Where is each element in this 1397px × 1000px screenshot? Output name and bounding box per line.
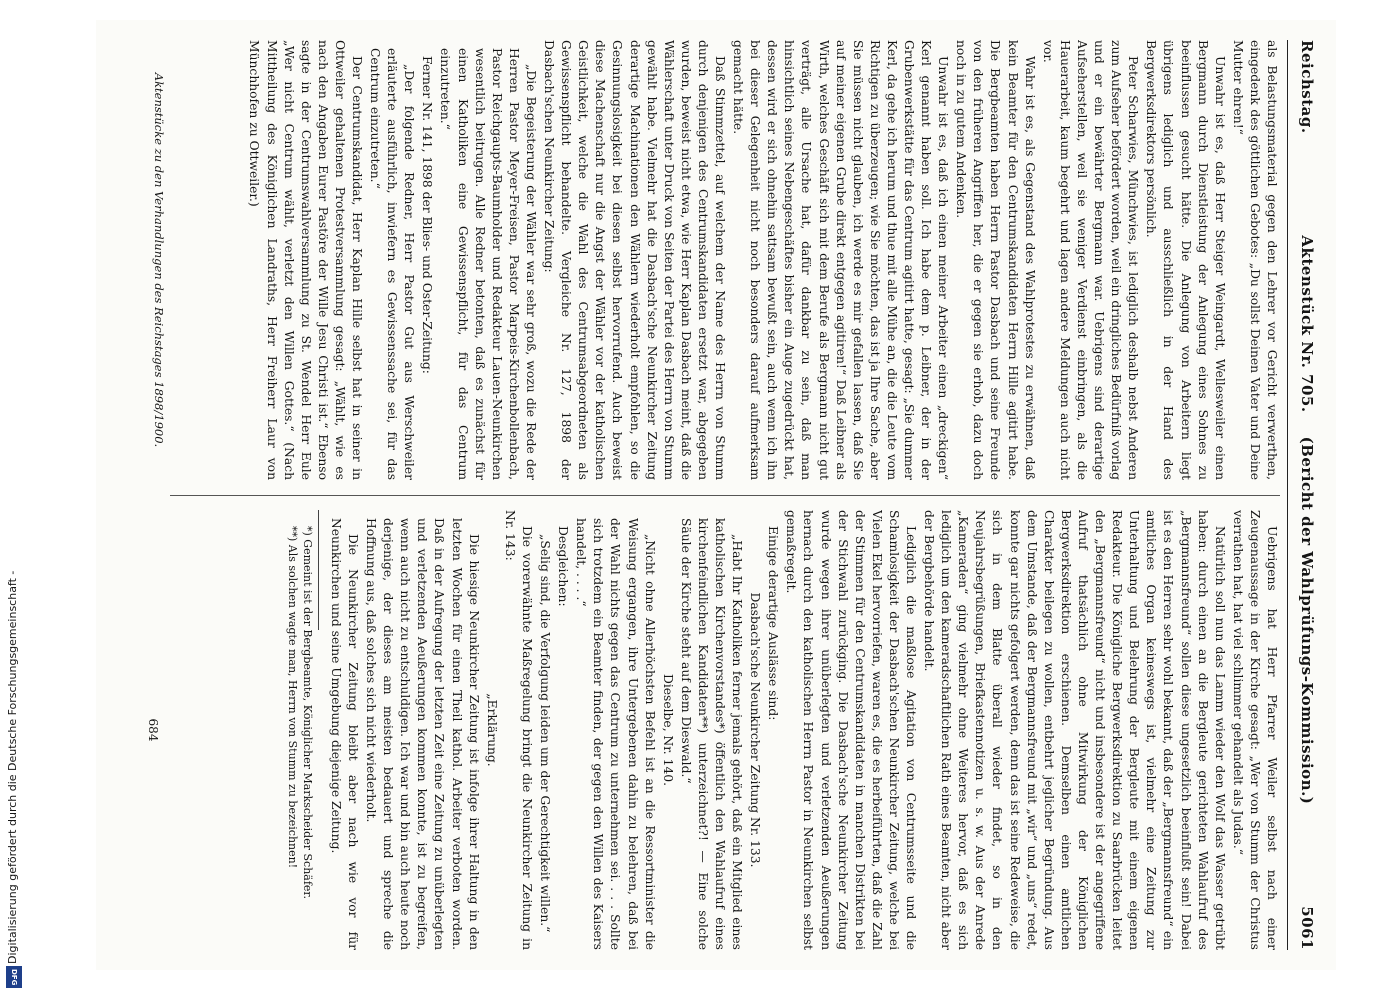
paragraph: Einige derartige Auslässe sind: (766, 526, 781, 721)
quote: „Die Begeisterung der Wähler war sehr groß, wozu die Rede der Herren Pastor Meyer-Freisen, Pastor Marpeis-Kirchenbollenbach, Pastor Reichgaupts-Baumholder und Redakteur Lauen-Neunkirchen wesentlich beitrugen. Alle Redner betonten, daß es zunächst für einen Katholiken eine Gewissenspflicht, für das Centrum einzutreten.“ (438, 48, 538, 480)
subheading: Dasbach'sche Neunkircher Zeitung Nr. 133. (748, 592, 763, 868)
declaration-heading: „Erklärung. (484, 693, 499, 767)
quote: „Der folgende Redner, Herr Pastor Gut aus Werschweiler erläuterte ausführlich, inwiefern es Gewissenssache sei, für das Centrum einzutreten.“ (368, 48, 417, 480)
paragraph: Der Centrumskandidat, Herr Kaplan Hille selbst hat in seiner in Ottweiler gehaltenen Protestversammlung gesagt: „Wählt, wie es nach den Angaben Eurer Pastöre der Wille Jesu Christi ist.“ Ebenso sagte in der Centrumswahlversammlung zu St. Wendel Herr Eule „Wer nicht Centrum wählt, verletzt den Willen Gottes.“ (Nach Mittheilung des Königlichen Landraths, Herr Freiherr Laur von Münchhofen zu Ottweiler.) (247, 40, 365, 480)
paragraph: Unwahr ist es, daß ich einen meiner Arbeiter einen „dreckigen“ Kerl genannt haben soll. Ich habe dem p. Leibner, der in der Grubenwerkstätte für das Centrum agitirt hatte, gesagt: „Sie dummer Kerl, da gehe ich herum und thue mit alle Mühe an, die die Leute vom Richtigen zu überzeugen; wie Sie möchten, das ist ja Ihre Sache, aber Sie müssen nicht glauben, ich werde es mir gefallen lassen, daß Sie auf meiner eigenen Grube direkt entgegen agitiren!“ Daß Leibner als Wirth, welches Geschäft sich mit dem Berufe als Bergmann nicht gut verträgt, alle Ursache hat, dafür dankbar zu sein, daß man hinsichtlich seines Nebengeschäftes bisher ein Auge zugedrückt hat, dessen wird er sich ohnehin sattsam bewußt sein, auch wenn ich ihn bei dieser Gelegenheit nicht noch besonders darauf aufmerksam gemacht hätte. (731, 40, 951, 480)
header-rule (1287, 40, 1288, 950)
paragraph: als Belastungsmaterial gegen den Lehrer vor Gericht verwerthen, eingedenk des göttlichen Gebotes: „Du sollst Deinen Vater und Deine Mutter ehren!“ (1230, 40, 1279, 480)
paragraph: Wahr ist es, als Gegenstand des Wahlprotestes zu erwähnen, daß kein Beamter für den Centrumskandidaten Herrn Hille agitirt habe. Die Bergbeamten haben Herrn Pastor Dasbach und seine Freunde von den früheren Angriffen her, die er gegen sie erhob, dazu doch noch in zu gutem Andenken. (954, 40, 1037, 480)
document-title: Aktenstück Nr. 705. (1298, 235, 1316, 413)
quote: „Selig sind, die Verfolgung leiden um der Gerechtigkeit willen.“ (538, 534, 553, 933)
quote: „Habt Ihr Katholiken ferner jemals gehört, daß ein Mitglied eines katholischen Kirchenvorstandes*) öffentlich den Wahlaufruf eines kirchenfeindlichen Kandidaten**) unterzeichnet?! — Eine solche Säule der Kirche steht auf dem Dieswald.“ (678, 518, 745, 950)
rotated-page-content (96, 20, 1336, 970)
paragraph: Ferner Nr. 141, 1898 der Blies- und Oster-Zeitung: (420, 56, 435, 374)
paragraph: Unwahr ist es, daß Herr Steiger Weingardt, Wellesweiler einen Bergmann durch Dienstleistung der Anlegung eines Sohnes zu beeinflussen gesucht hätte. Die Anlegung von Arbeitern liegt übrigens lediglich und ausschließlich in der Hand des Bergwerksdirektors persönlich. (1144, 40, 1227, 480)
right-column (170, 510, 1280, 950)
paragraph: Lediglich die maßlose Agitation von Centrumsseite und die Schamlosigkeit der Dasbach'schen Neunkircher Zeitung, welche bei Vielen Ekel hervorriefen, waren es, die es herbeiführten, daß die Zahl der Stimmen für den Centrumskandidaten in manchen Distrikten bei der Stichwahl zurückging. Die Dasbach'sche Neunkircher Zeitung wurde wegen ihrer unüberlegten und verletzenden Aeußerungen hernach durch den katholischen Herrn Pastor in Neunkirchen selbst gemaßregelt. (784, 510, 919, 950)
document-subtitle: (Bericht der Wahlprüfungs-Kommission.) (1298, 436, 1316, 805)
paragraph: Daß Stimmzettel, auf welchem der Name des Herrn von Stumm durch denjenigen des Centrumskandidaten ersetzt war, abgegeben wurden, beweist nicht etwa, wie Herr Kaplan Dasbach meint, daß die Wählerschaft unter Druck von Seiten der Partei des Herrn von Stumm gewählt habe. Vielmehr hat die Dasbach'sche Neunkircher Zeitung derartige Machinationen den Wählern wiederholt empfohlen, so die Gesinnungslosigkeit bei diesen selbst hervorrufend. Auch beweist diese Machenschaft nur die Angst der Wähler vor der katholischen Geistlichkeit, welche die Wahl des Centrumsabgeordneten als Gewissenspflicht behandelte. Vergleiche Nr. 127, 1898 der Dasbach'schen Neunkircher Zeitung: (542, 40, 727, 480)
header-left: Reichstag. (1298, 40, 1316, 134)
paragraph: Natürlich soll nun das Lamm wieder den Wolf das Wasser getrübt haben: durch einen an die Bergleute gerichteten Wahlaufruf des „Bergmannsfreund“ sollen diese ungesetzlich beeinflußt sein! Dabei ist es den Herren sehr wohl bekannt, daß der „Bergmannsfreund“ ein amtliches Organ keineswegs ist, vielmehr eine Zeitung zur Unterhaltung und Belehrung der Bergleute mit einem eigenen Redakteur. Die Königliche Bergwerksdirektion zu Saarbrücken leitet den „Bergmannsfreund“ nicht und insbesondere ist der angegriffene Aufruf thatsächlich ohne Mitwirkung der Königlichen Bergwerksdirektion erschienen. Demselben einen amtlichen Charakter beilegen zu wollen, entbehrt jeglicher Begründung. Aus dem Umstande, daß der Bergmannsfreund mit „wir“ und „uns“ redet, konnte gar nichts gefolgert werden, denn das ist seine Redeweise, die sich in dem Blatte überall wieder findet, so in den Neujahrsbegrüßungen, Briefkastennotizen u. s. w. Aus der Anrede „Kameraden“ ging vielmehr ohne Weiteres hervor, daß es sich lediglich um den kameradschaftlichen Rath eines Beamten, nicht aber der Bergbehörde handelt. (922, 510, 1227, 950)
paragraph: Uebrigens hat Herr Pfarrer Weiler selbst nach einer Zeugenaussage in der Kirche gesagt: „Wer von Stumm der Christus verrathen hat, hat viel schlimmer gehandelt als Judas.“ (1230, 510, 1279, 950)
side-note-text: Digitalisierung gefördert durch die Deutsche Forschungsgemeinschaft - (6, 570, 19, 964)
footnote: **) Als solchen wagte man, Herrn von Stumm zu bezeichnen! (285, 526, 299, 869)
left-column (170, 40, 1280, 480)
subheading: Dieselbe, Nr. 140. (660, 673, 675, 787)
page-number-bottom: 684 (146, 718, 160, 742)
page-header (1292, 40, 1322, 950)
paragraph: Peter Scharwies, Münchwies, ist lediglich deshalb nebst Anderen zum Aufseher befördert worden, weil ein dringliches Bedürfniß vorlag und er ein bewährter Bergmann war. Uebrigens sind derartige Aufseherstellen, weil sie weniger Verdienst einbringen, als die Hauerarbeit, kaum begehrt und lagen andere Meldungen auch nicht vor. (1040, 40, 1141, 480)
quote: „Nicht ohne Allerhöchsten Befehl ist an die Ressortminister die Weisung ergangen, ihre Untergebenen dahin zu belehren, daß bei der Wahl nichts gegen das Centrum zu unternehmen sei. . . . Sollte sich trotzdem ein Beamter finden, der gegen den Willen des Kaisers handelt, . . . .“ (574, 518, 657, 950)
paragraph: Desgleichen: (556, 526, 571, 607)
paragraph: Die vorerwähnte Maßregelung bringt die Neunkircher Zeitung in Nr. 143: (502, 510, 534, 950)
quote: Die Neunkircher Zeitung bleibt aber nach wie vor für Neunkirchen und seine Umgebung diejenige Zeitung. (328, 518, 361, 950)
digitization-note (6, 6, 32, 994)
page-footer: Aktenstücke zu den Verhandlungen des Reichstages 1898/1900. (152, 72, 166, 448)
footnote-rule (318, 510, 319, 630)
footnote: *) Gemeint ist der Bergbeamte, Königlicher Markscheider Schäfer. (300, 526, 314, 899)
quote: Die hiesige Neunkircher Zeitung ist infolge ihrer Haltung in den letzten Wochen für einen Theil kathol. Arbeiter verboten worden. Daß in der Aufregung der letzten Zeit eine Zeitung zu unüberlegten und verletzenden Aeußerungen kommen konnte, ist zu begreifen, wenn auch nicht zu entschuldigen. Ich war und bin auch heute noch derjenige, der dieses am meisten bedauert und spreche die Hoffnung aus, daß solches sich nicht wiederholt. (364, 518, 481, 950)
dfg-logo: DFG (6, 966, 22, 988)
column-divider (170, 495, 1280, 496)
page-number-top: 5061 (1298, 906, 1316, 950)
